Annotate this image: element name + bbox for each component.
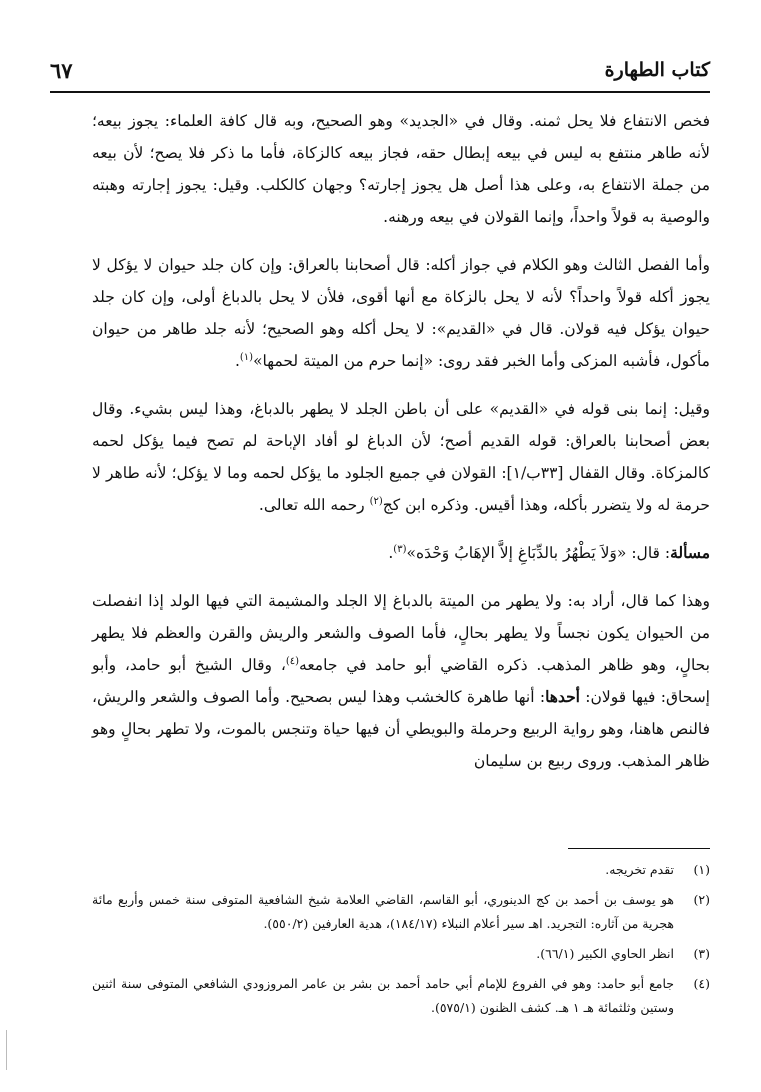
footnote-ref-3: (٣)	[393, 543, 407, 555]
footnote-text: تقدم تخريجه.	[605, 862, 674, 877]
header-rule	[50, 91, 710, 93]
footnote-text: هو يوسف بن أحمد بن كج الدينوري، أبو القاسم، القاضي العلامة شيخ الشافعية المتوفى سنة خمس وأربع مائة هجرية من آثاره: التجريد. اهـ سير أعلام النبلاء (١٨٤/١٧)، هدية العارفين (٥٥٠/٢).	[92, 892, 674, 931]
paragraph-3	[92, 393, 710, 521]
footnote-number: (٣)	[693, 946, 710, 961]
footnote-number: (١)	[693, 862, 710, 877]
paragraph-4-bold: أحدها	[545, 687, 580, 706]
masala-end: .	[388, 544, 394, 562]
paragraph-4-text-c: : أنها طاهرة كالخشب وهذا ليس بصحيح. وأما الصوف والشعر والريش، فالنص هاهنا، وهو رواية الربيع وحرملة والبويطي أن فيها حياة وتنجس بالموت، ولا تطهر بحالٍ وهو ظاهر المذهب. وروى ربيع بن سليمان	[92, 688, 710, 770]
footnote-ref-4: (٤)	[285, 655, 300, 667]
paragraph-4	[92, 585, 710, 777]
footnote	[92, 972, 710, 1020]
footnote-ref-1: (١)	[239, 351, 254, 363]
scan-edge-mark	[6, 1030, 7, 1070]
paragraph-4-text-a: وهذا كما قال، أراد به: ولا يطهر من الميتة بالدباغ إلا الجلد والمشيمة التي فيها الولد إذا انفصلت من الحيوان يكون نجساً ولا يطهر بحالٍ، فأما الصوف والشعر والريش والقرن والعظم فلا يطهر بحالٍ، وهو ظاهر المذهب. ذكره القاضي أبو حامد في جامعه	[92, 592, 710, 674]
masala-label: مسألة	[670, 543, 710, 562]
footnote-number: (٢)	[693, 892, 710, 907]
footnote	[92, 858, 710, 882]
paragraph-2-text: وأما الفصل الثالث وهو الكلام في جواز أكله: قال أصحابنا بالعراق: وإن كان جلد حيوان لا يؤكل لا يجوز أكله قولاً واحداً؟ لأنه لا يحل بالزكاة مع أنها أقوى، فلأن لا يحل بالدباغ أولى، وإن كان جلد حيوان يؤكل فيه قولان. قال في «القديم»: لا يحل أكله وهو الصحيح؛ لأنه جلد طاهر من حيوان مأكول، فأشبه المزكى وأما الخبر فقد روى: «إنما حرم من الميتة لحمها»	[92, 256, 710, 370]
footnote-text: انظر الحاوي الكبير (٦٦/١).	[536, 946, 674, 961]
footnote	[92, 942, 710, 966]
chapter-title: كتاب الطهارة	[604, 59, 710, 81]
footnote	[92, 888, 710, 936]
paragraph-3-text: وقيل: إنما بنى قوله في «القديم» على أن باطن الجلد لا يطهر بالدباغ، وهذا ليس بشيء. وقال بعض أصحابنا بالعراق: قوله القديم أصح؛ لأن الدباغ لو أفاد الإباحة لم تصح فيما يؤكل لحمه كالمزكاة. وقال القفال [٣٣ب/١]: القولان في جميع الجلود ما يؤكل لحمه وما لا يؤكل؛ لأنه طاهر لا حرمة له ولا يتضرر بأكله، وهذا أقيس. وذكره ابن كج	[92, 400, 711, 514]
page-header	[50, 50, 710, 90]
paragraph-4-text-b: ، وقال الشيخ أبو حامد، وأبو إسحاق: فيها قولان:	[92, 656, 710, 706]
paragraph-1: فخص الانتفاع فلا يحل ثمنه. وقال في «الجديد» وهو الصحيح، وبه قال كافة العلماء: يجوز بيعه؛ لأنه طاهر منتفع به ليس في بيعه إبطال حقه، فجاز بيعه كالزكاة، فأما ما ذكر فلا يصح؛ لأن بيعه من جملة الانتفاع به، وعلى هذا أصل هل يجوز إجارته؟ وجهان كالكلب. وقيل: يجوز إجارته وهبته والوصية به قولاً واحداً، وإنما القولان في بيعه ورهنه.	[92, 112, 710, 226]
paragraph-2	[92, 249, 710, 377]
footnote-rule	[568, 848, 710, 849]
footnote-number: (٤)	[693, 976, 710, 991]
masala-line	[92, 537, 710, 569]
masala-text: : قال: «وَلاَ يَطْهُرُ بالدِّبَاغِ إلاَّ الإهَابُ وَحْدَه»	[406, 544, 671, 562]
page-number: ٦٧	[50, 57, 73, 83]
main-text	[92, 105, 710, 789]
footnote-text: جامع أبو حامد: وهو في الفروع للإمام أبي حامد أحمد بن بشر بن عامر المروزودي الشافعي المتوفى سنة اثنين وستين وثلثمائة هـ ١ هـ. كشف الظنون (٥٧٥/١).	[92, 976, 674, 1015]
paragraph-2-end: .	[234, 352, 240, 370]
paragraph-3-end: رحمه الله تعالى.	[258, 496, 370, 514]
footnotes	[92, 858, 710, 1026]
footnote-ref-2: (٢)	[369, 495, 383, 507]
